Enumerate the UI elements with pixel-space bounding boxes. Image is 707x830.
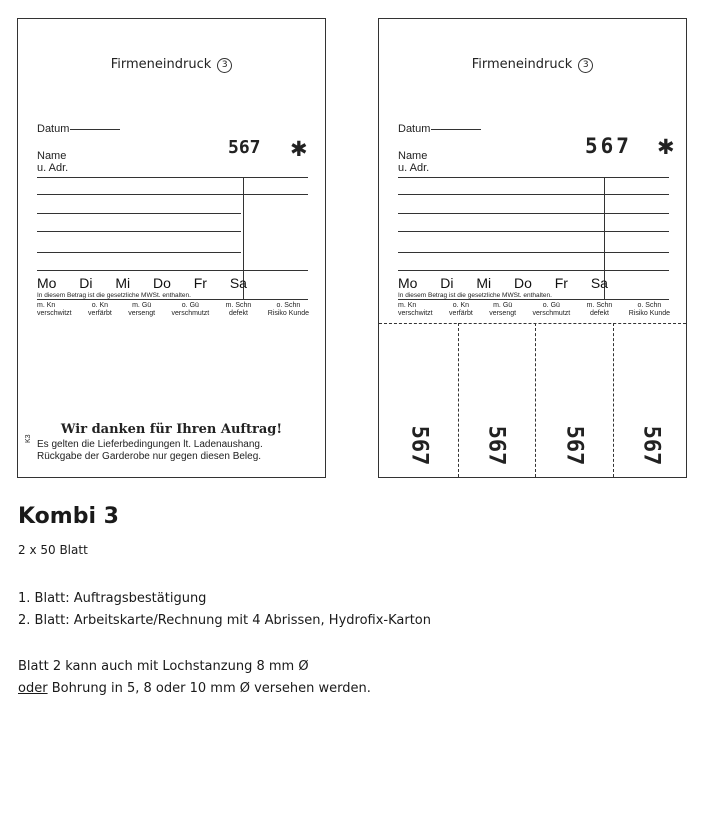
address-line — [37, 252, 241, 253]
address-line — [37, 270, 308, 271]
address-line — [398, 299, 669, 300]
datum-field: Datum — [398, 123, 481, 135]
thank-you-text: Wir danken für Ihren Auftrag! — [60, 422, 283, 437]
address-line — [37, 299, 308, 300]
card-blatt-2 — [378, 18, 687, 478]
perforation-line — [535, 323, 536, 477]
address-line — [37, 231, 241, 232]
stub-number: 567 — [561, 425, 587, 466]
condition-columns: m. Kn verschwitzt o. Kn verfärbt m. Gü versengt o. Gü verschmutzt m. Schn defekt o. Schn Risiko Kunde — [398, 302, 670, 317]
card-blatt-1 — [17, 18, 326, 478]
asterisk-icon: ✱ — [290, 137, 308, 161]
circled-number: 3 — [578, 58, 593, 73]
oder-emphasis: oder — [18, 681, 48, 696]
address-line — [398, 213, 669, 214]
stub-number: 567 — [406, 425, 432, 466]
address-line — [398, 177, 669, 178]
address-line — [37, 194, 308, 195]
weekday-row: Mo Di Mi Do Fr Sa — [37, 275, 247, 291]
ticket-number: 567 — [585, 134, 632, 158]
ticket-number: 567 — [228, 137, 261, 158]
weekday-row: Mo Di Mi Do Fr Sa — [398, 275, 608, 291]
blatt-2-description: 2. Blatt: Arbeitskarte/Rechnung mit 4 Abrissen, Hydrofix-Karton — [18, 613, 431, 628]
product-title: Kombi 3 — [18, 504, 119, 529]
address-line — [398, 270, 669, 271]
stub-number: 567 — [483, 425, 509, 466]
mwst-note: In diesem Betrag ist die gesetzliche MWSt. enthalten. — [37, 292, 191, 299]
perforation-line — [613, 323, 614, 477]
name-address-label: Name u. Adr. — [398, 150, 430, 174]
firmeneindruck-label: Firmeneindruck 3 — [379, 57, 686, 73]
perforation-line — [379, 323, 686, 324]
address-line — [398, 194, 669, 195]
option-note-line-1: Blatt 2 kann auch mit Lochstanzung 8 mm Ø — [18, 659, 309, 674]
name-address-label: Name u. Adr. — [37, 150, 69, 174]
datum-line — [70, 129, 120, 130]
option-note-line-2: oder Bohrung in 5, 8 oder 10 mm Ø versehen werden. — [18, 681, 371, 696]
condition-columns: m. Kn verschwitzt o. Kn verfärbt m. Gü versengt o. Gü verschmutzt m. Schn defekt o. Schn Risiko Kunde — [37, 302, 309, 317]
terms-text: Es gelten die Lieferbedingungen lt. Ladenaushang. Rückgabe der Garderobe nur gegen diesen Beleg. — [37, 439, 263, 462]
blatt-1-description: 1. Blatt: Auftragsbestätigung — [18, 591, 207, 606]
datum-line — [431, 129, 481, 130]
address-line — [398, 252, 669, 253]
asterisk-icon: ✱ — [657, 135, 675, 159]
firmeneindruck-label: Firmeneindruck 3 — [18, 57, 325, 73]
address-line — [37, 177, 308, 178]
datum-field: Datum — [37, 123, 120, 135]
address-line — [398, 231, 669, 232]
perforation-line — [458, 323, 459, 477]
circled-number: 3 — [217, 58, 232, 73]
k3-code: K3 — [25, 434, 32, 443]
mwst-note: In diesem Betrag ist die gesetzliche MWSt. enthalten. — [398, 292, 552, 299]
address-line — [37, 213, 241, 214]
stub-number: 567 — [638, 425, 664, 466]
sheet-count: 2 x 50 Blatt — [18, 543, 88, 557]
